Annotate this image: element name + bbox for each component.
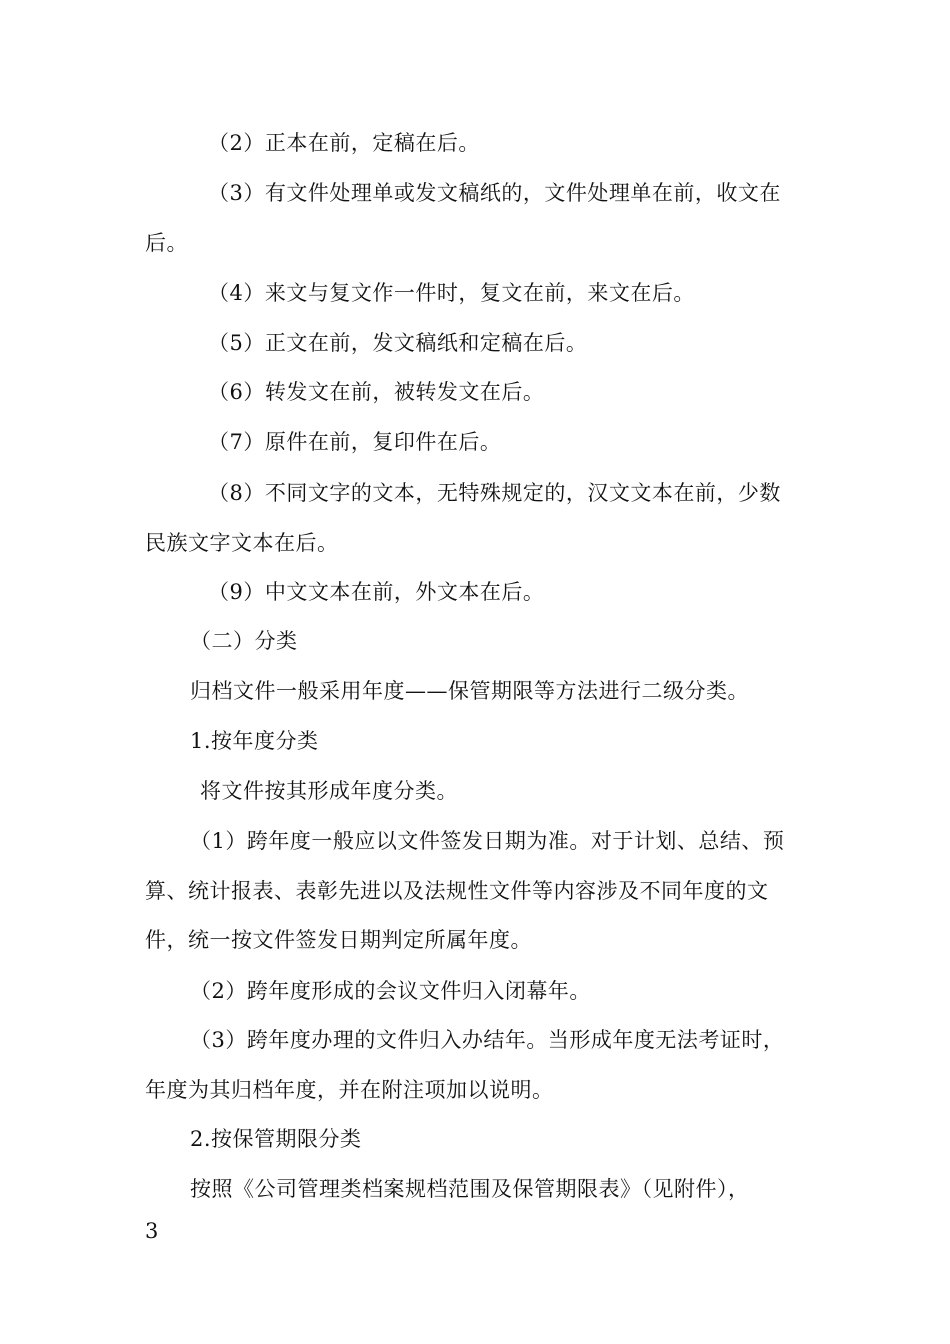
paragraph-line: （7）原件在前，复印件在后。: [208, 430, 502, 454]
paragraph-line: 按照《公司管理类档案规档范围及保管期限表》（见附件），: [190, 1177, 750, 1201]
paragraph-line: （4）来文与复文作一件时，复文在前，来文在后。: [208, 281, 695, 305]
paragraph-line: （8）不同文字的文本，无特殊规定的，汉文文本在前，少数: [208, 481, 781, 505]
paragraph-line: 算、统计报表、表彰先进以及法规性文件等内容涉及不同年度的文: [145, 879, 769, 903]
paragraph-line: （3）跨年度办理的文件归入办结年。当形成年度无法考证时，: [190, 1028, 785, 1052]
paragraph-line: 归档文件一般采用年度——保管期限等方法进行二级分类。: [190, 679, 749, 703]
paragraph-line: 后。: [145, 231, 188, 255]
page-number: 3: [145, 1219, 159, 1243]
paragraph-line: 件，统一按文件签发日期判定所属年度。: [145, 928, 532, 952]
paragraph-line: （9）中文文本在前，外文本在后。: [208, 580, 545, 604]
paragraph-line: （5）正文在前，发文稿纸和定稿在后。: [208, 331, 588, 355]
paragraph-line: （2）正本在前，定稿在后。: [208, 131, 480, 155]
paragraph-line: 将文件按其形成年度分类。: [200, 779, 458, 803]
subsection-heading: 1.按年度分类: [190, 729, 319, 753]
paragraph-line: （6）转发文在前，被转发文在后。: [208, 380, 545, 404]
section-heading: （二）分类: [190, 629, 298, 653]
paragraph-line: （2）跨年度形成的会议文件归入闭幕年。: [190, 979, 591, 1003]
paragraph-line: （3）有文件处理单或发文稿纸的，文件处理单在前，收文在: [208, 181, 781, 205]
paragraph-line: （1）跨年度一般应以文件签发日期为准。对于计划、总结、预: [190, 829, 785, 853]
paragraph-line: 年度为其归档年度，并在附注项加以说明。: [145, 1078, 554, 1102]
subsection-heading: 2.按保管期限分类: [190, 1127, 362, 1151]
paragraph-line: 民族文字文本在后。: [145, 531, 339, 555]
